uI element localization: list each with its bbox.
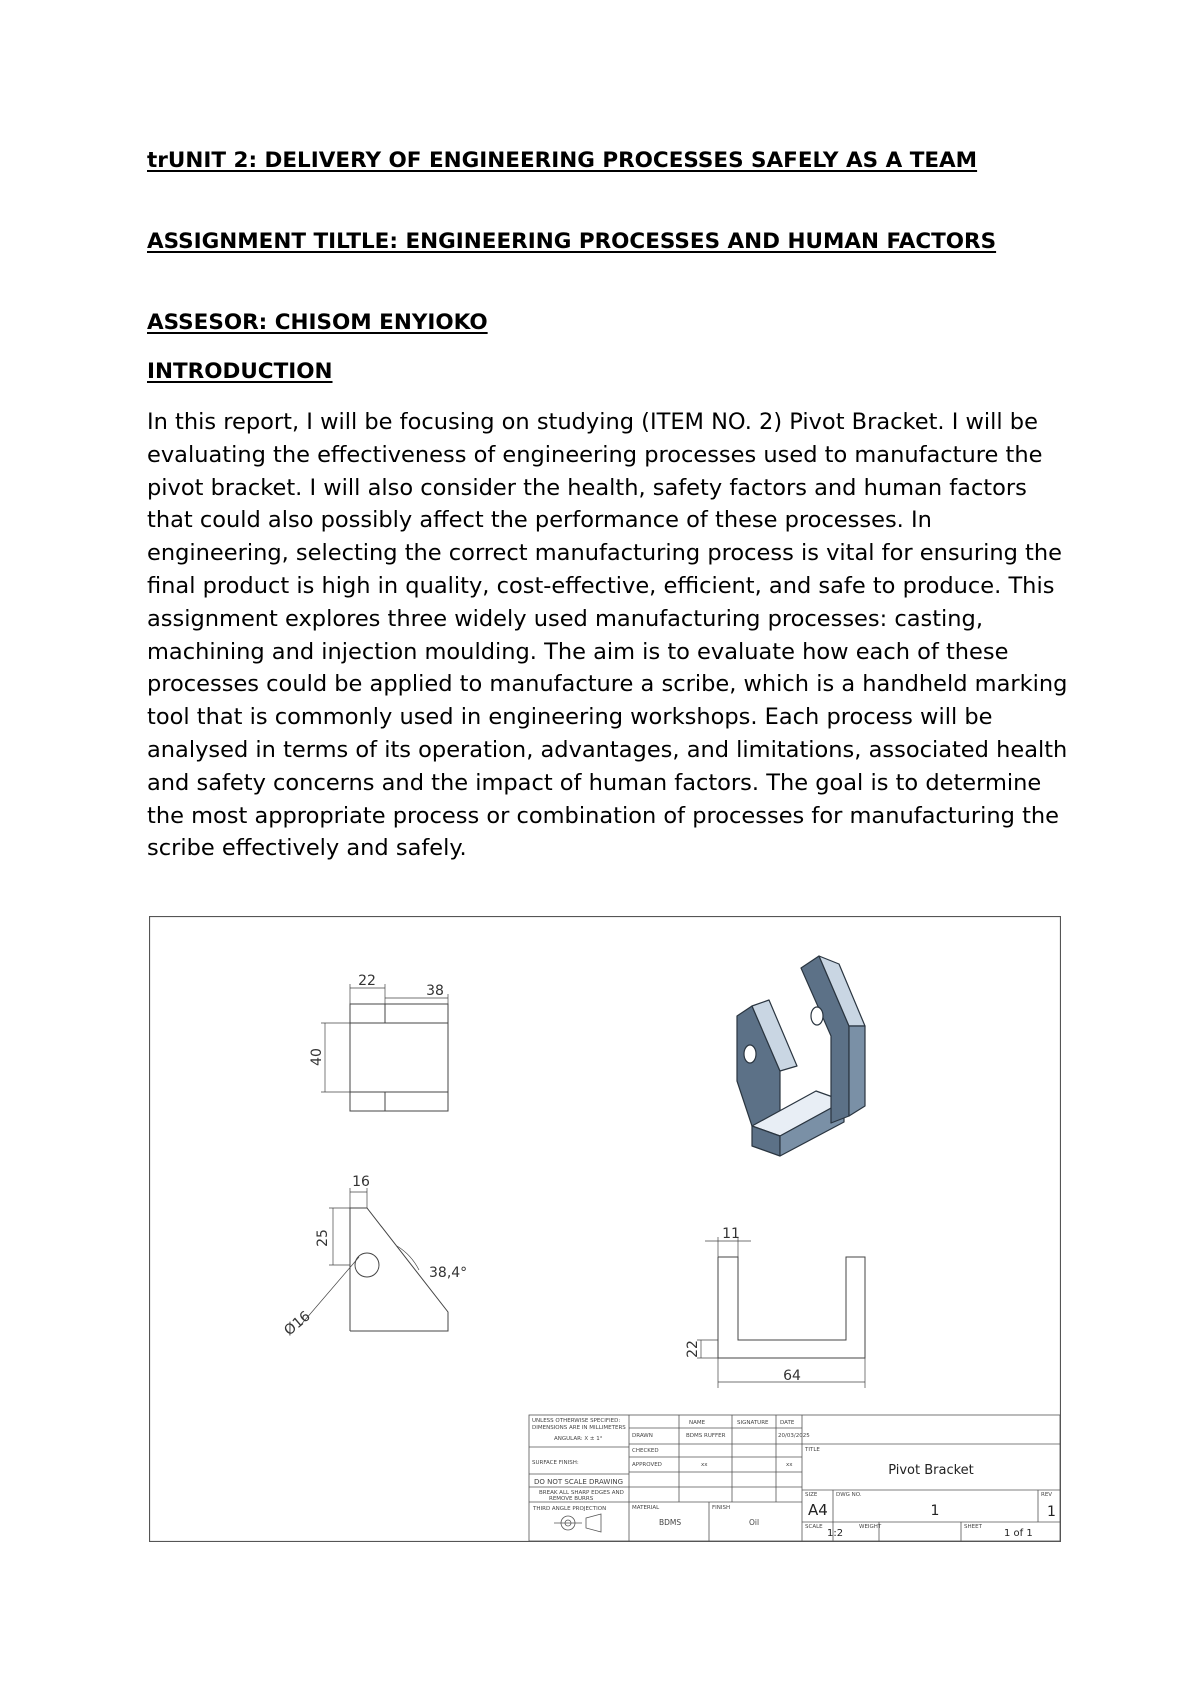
tb-approved-date: xx	[786, 1462, 793, 1468]
tb-do-not-scale: DO NOT SCALE DRAWING	[534, 1478, 624, 1486]
tb-material-label: MATERIAL	[632, 1505, 660, 1511]
dim-side-hole-diameter: Ø16	[281, 1308, 314, 1340]
dim-side-angle: 38,4°	[429, 1265, 468, 1281]
tb-break-edges-1: BREAK ALL SHARP EDGES AND	[539, 1490, 624, 1496]
introduction-paragraph: In this report, I will be focusing on studying (ITEM NO. 2) Pivot Bracket. I will be evaluating the effectiveness of engineering processes used to manufacture the pivot bracket. I will also consider the health, safety factors and human factors that could also possibly affect the performance of these processes. In engineering, selecting the correct manufacturing process is vital for ensuring the final product is high in quality, cost-effective, efficient, and safe to produce. This assignment explores three widely used manufacturing processes: casting, machining and injection moulding. The aim is to evaluate how each of these processes could be applied to manufacture a scribe, which is a handheld marking tool that is commonly used in engineering workshops. Each process will be analysed in terms of its operation, advantages, and limitations, associated health and safety concerns and the impact of human factors. The goal is to determine the most appropriate process or combination of processes for manufacturing the scribe effectively and safely.	[147, 409, 1068, 862]
tb-col-name: NAME	[689, 1420, 706, 1426]
tb-drawn-by: BDMS RUFFER	[686, 1433, 726, 1439]
tb-size-label: SIZE	[805, 1492, 818, 1498]
tb-row-checked: CHECKED	[632, 1448, 659, 1454]
tb-dwg-value: 1	[930, 1503, 940, 1519]
tb-tolerance-note-1: UNLESS OTHERWISE SPECIFIED:	[532, 1418, 621, 1424]
introduction-heading: INTRODUCTION	[147, 359, 333, 384]
dim-front-11: 11	[722, 1226, 740, 1242]
tb-finish-value: Oil	[749, 1518, 760, 1527]
tb-title-label: TITLE	[805, 1447, 820, 1453]
engineering-drawing	[149, 916, 1061, 1542]
tb-drawn-date: 20/03/2025	[778, 1433, 810, 1439]
assignment-title-heading: ASSIGNMENT TILTLE: ENGINEERING PROCESSES AND HUMAN FACTORS	[147, 229, 997, 254]
tb-rev-value: 1	[1047, 1504, 1056, 1520]
tb-dwg-label: DWG NO.	[836, 1492, 862, 1498]
tb-col-date: DATE	[780, 1420, 795, 1426]
dim-top-38: 38	[426, 983, 444, 999]
assessor-heading: ASSESOR: CHISOM ENYIOKO	[147, 310, 488, 335]
tb-row-approved: APPROVED	[632, 1462, 662, 1468]
tb-surface-finish: SURFACE FINISH:	[532, 1460, 579, 1466]
tb-sheet-value: 1 of 1	[1004, 1528, 1033, 1539]
tb-weight-label: WEIGHT	[859, 1524, 882, 1530]
tb-sheet-label: SHEET	[964, 1524, 982, 1530]
tb-col-signature: SIGNATURE	[737, 1420, 769, 1426]
tb-title-value: Pivot Bracket	[888, 1463, 974, 1478]
tb-approved-name: xx	[701, 1462, 708, 1468]
tb-size-value: A4	[808, 1501, 828, 1519]
tb-tolerance-note-3: ANGULAR: X ± 1°	[554, 1436, 603, 1442]
dim-front-64: 64	[783, 1368, 801, 1384]
tb-scale-value: 1:2	[827, 1528, 844, 1539]
dim-top-40: 40	[309, 1048, 325, 1066]
tb-tolerance-note-2: DIMENSIONS ARE IN MILLIMETERS	[532, 1425, 626, 1431]
tb-material-value: BDMS	[659, 1518, 682, 1527]
drawing-border	[150, 917, 1061, 1542]
tb-scale-label: SCALE	[805, 1524, 823, 1530]
dim-top-22: 22	[358, 973, 376, 989]
tb-rev-label: REV	[1041, 1492, 1053, 1498]
tb-finish-label: FINISH	[712, 1505, 731, 1511]
dim-side-25: 25	[315, 1229, 331, 1247]
dim-front-22: 22	[685, 1340, 701, 1358]
tb-row-drawn: DRAWN	[632, 1433, 653, 1439]
unit-heading: trUNIT 2: DELIVERY OF ENGINEERING PROCESSES SAFELY AS A TEAM	[147, 148, 978, 173]
tb-break-edges-2: REMOVE BURRS	[549, 1496, 594, 1502]
tb-projection: THIRD ANGLE PROJECTION	[533, 1506, 607, 1512]
dim-side-16: 16	[352, 1174, 370, 1190]
